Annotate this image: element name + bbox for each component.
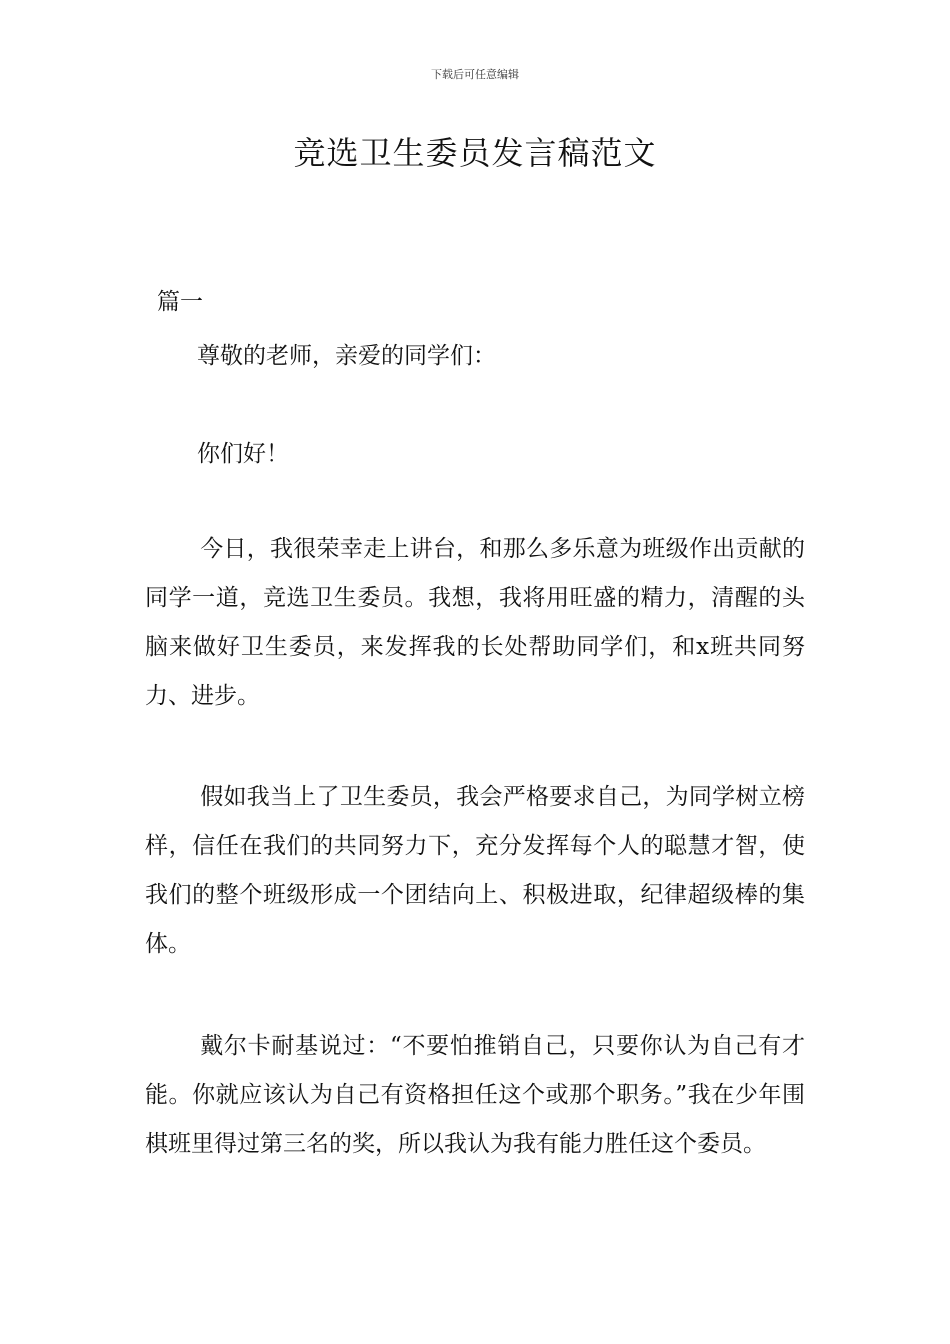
section-label: 篇一: [157, 289, 203, 315]
header-note: 下载后可任意编辑: [431, 68, 519, 81]
paragraph-3: 戴尔卡耐基说过：“不要怕推销自己，只要你认为自己有才能。你就应该认为自己有资格担任这个或那个职务。”我在少年围棋班里得过第三名的奖，所以我认为我有能力胜任这个委员。: [145, 1033, 805, 1157]
paragraph-1: 今日，我很荣幸走上讲台，和那么多乐意为班级作出贡献的同学一道，竞选卫生委员。我想，我将用旺盛的精力，清醒的头脑来做好卫生委员，来发挥我的长处帮助同学们，和x班共同努力、进步。: [145, 536, 805, 709]
greeting: 你们好！: [197, 441, 289, 467]
paragraph-2: 假如我当上了卫生委员，我会严格要求自己，为同学树立榜样，信任在我们的共同努力下，充分发挥每个人的聪慧才智，使我们的整个班级形成一个团结向上、积极进取，纪律超级棒的集体。: [145, 784, 805, 957]
document-title: 竞选卫生委员发言稿范文: [293, 134, 657, 172]
salutation: 尊敬的老师，亲爱的同学们：: [197, 343, 496, 369]
